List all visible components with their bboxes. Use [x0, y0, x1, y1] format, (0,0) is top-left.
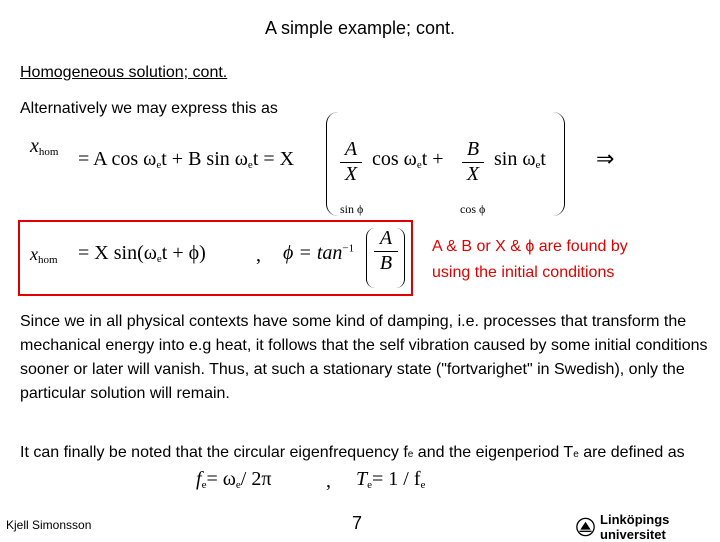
- eq2-lhs: xhom: [30, 244, 58, 266]
- eq2-phi-tan: $\phi = \tan^{-1}$: [283, 242, 355, 264]
- section-subtitle: Homogeneous solution; cont.: [20, 64, 228, 81]
- eq1-left-paren: [326, 112, 339, 216]
- eq1-frac-a: A X: [340, 138, 362, 186]
- label-cos-phi: cos ϕ: [460, 202, 486, 216]
- eq3-comma: ,: [326, 470, 331, 492]
- eq2-right-paren: [396, 228, 405, 288]
- equation-1: [30, 135, 58, 158]
- eq1-mid: cos ωet +: [372, 148, 444, 171]
- university-name: Linköpings universitet: [600, 512, 670, 542]
- eq3-period: Te= 1 / fe: [356, 468, 426, 491]
- eq1-lhs-sub: hom: [38, 146, 59, 158]
- eq2-rhs: = X sin(ωet + ϕ): [78, 242, 206, 265]
- slide-title: A simple example; cont.: [264, 18, 456, 38]
- eq1-lhs: x: [30, 135, 39, 157]
- implies-arrow: ⇒: [596, 146, 615, 171]
- eq1-frac-b: B X: [462, 138, 484, 186]
- eq2-frac: A B: [374, 227, 398, 275]
- equation-3: fe= ωe/ 2π: [196, 468, 272, 491]
- eq2-comma: ,: [256, 244, 261, 266]
- eigenfrequency-paragraph: It can finally be noted that the circular eigenfrequency fe and the eigenperiod Te are defined as: [20, 444, 685, 461]
- eq1-rhs-start: = A cos ωet + B sin ωet = X: [78, 148, 295, 171]
- university-emblem-icon: [576, 516, 595, 538]
- initial-conditions-note: A & B or X & ϕ are found by using the initial conditions: [432, 238, 628, 281]
- footer-author: Kjell Simonsson: [6, 518, 92, 532]
- intro-text: Alternatively we may express this as: [20, 100, 278, 117]
- university-logo: [576, 512, 720, 542]
- damping-paragraph: Since we in all physical contexts have some kind of damping, i.e. processes that transform the mechanical energy into e.g heat, it follows that the self vibration caused by some initial conditions sooner or later will vanish. Thus, at such a stationary state ("fortvarighet" in Swedish), only the particular solution will remain.: [20, 313, 708, 402]
- label-sin-phi: sin ϕ: [340, 202, 364, 216]
- page-number: 7: [352, 513, 363, 533]
- eq1-end: sin ωet: [494, 148, 546, 171]
- eq1-right-paren: [552, 112, 565, 216]
